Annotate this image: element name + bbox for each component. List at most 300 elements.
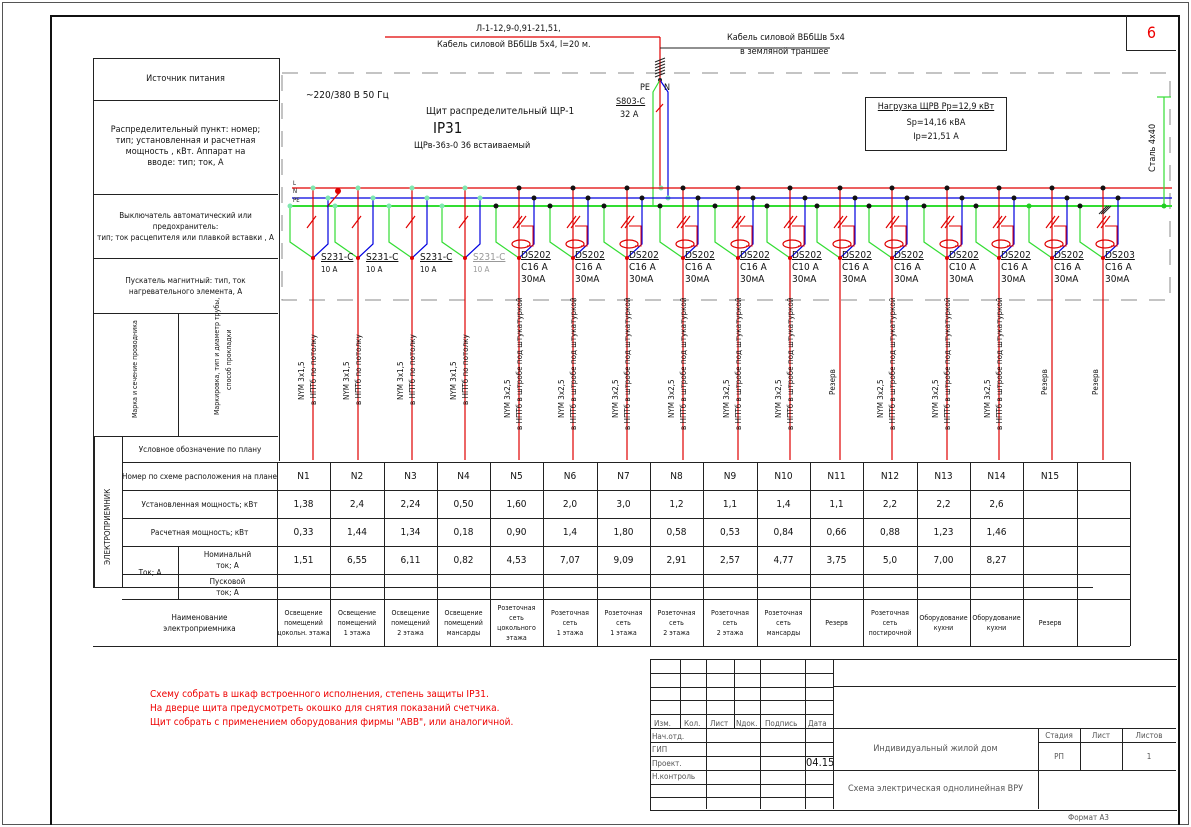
- breaker-rating: C16 A: [1105, 262, 1132, 273]
- breaker-type: DS202: [575, 250, 605, 261]
- junction-dot: [1116, 196, 1121, 201]
- bus-l-label: L: [293, 180, 297, 187]
- junction-dot: [288, 204, 293, 209]
- row-number-cell: N10: [774, 470, 793, 482]
- tb-sheets: 1: [1146, 751, 1152, 761]
- rcd-toroid-icon: [885, 240, 903, 248]
- header-plan-symbol: Условное обозначение по плану: [138, 444, 262, 454]
- row-nominal-current-cell: [1077, 546, 1130, 574]
- cable-route: в НПТб в штробе под штукатуркой: [569, 297, 578, 430]
- consumer-name-cell: [757, 599, 810, 646]
- junction-dot: [333, 204, 338, 209]
- junction-dot: [356, 186, 361, 191]
- cable-route: Резерв: [1091, 369, 1100, 395]
- row-calc-power-cell: 0,90: [506, 526, 527, 538]
- junction-dot: [311, 256, 315, 260]
- breaker-symbol-icon: [732, 216, 741, 228]
- rcd-toroid-icon: [992, 240, 1010, 248]
- row-start-current-cell: [330, 574, 384, 599]
- breaker-rating: C16 A: [740, 262, 767, 273]
- rcd-sensitivity: 30мА: [1105, 274, 1130, 285]
- junction-dot: [974, 204, 979, 209]
- breaker-type: DS202: [1001, 250, 1031, 261]
- breaker-type: S231-C: [420, 252, 453, 263]
- row-start-current-cell: [703, 574, 757, 599]
- breaker-symbol-icon: [677, 216, 686, 228]
- row-calc-power-cell: 0,58: [666, 526, 687, 538]
- voltage-label: ~220/380 В 50 Гц: [306, 90, 389, 101]
- load-summary-box: [865, 97, 1007, 151]
- header-breaker: [93, 194, 278, 258]
- tb-stage: РП: [1054, 751, 1064, 761]
- row-number-cell: N14: [987, 470, 1006, 482]
- cable-route: в НПТб в штробе под штукатуркой: [943, 297, 952, 430]
- consumer-name-line: Розеточная сеть: [551, 608, 589, 627]
- consumer-name-line: помещений: [337, 618, 377, 627]
- row-calc-power-cell: 0,18: [453, 526, 474, 538]
- cable-route: в НПТб по потолку: [309, 334, 318, 405]
- rcd-toroid-icon: [676, 240, 694, 248]
- consumer-name-line: Розеточная сеть: [871, 608, 909, 627]
- cable-mark: NYM 3х2,5: [931, 379, 940, 418]
- consumer-name-line: Оборудование: [919, 613, 968, 622]
- cable-hatch-icon: [1101, 206, 1109, 214]
- breaker-rating: C16 A: [842, 262, 869, 273]
- cable-route: в НПТб в штробе под штукатуркой: [786, 297, 795, 430]
- breaker-type: S231-C: [366, 252, 399, 263]
- tb-col-kol: Кол.: [684, 719, 701, 728]
- consumer-name-line: Розеточная сеть: [604, 608, 643, 627]
- breaker-symbol-icon: [1097, 216, 1106, 228]
- breaker-type: DS202: [894, 250, 924, 261]
- breaker-symbol-icon: [941, 216, 950, 228]
- label-line: ток; А: [216, 587, 239, 597]
- main-breaker-current: 32 A: [620, 110, 639, 120]
- junction-dot: [815, 204, 820, 209]
- junction-dot: [517, 186, 522, 191]
- circuit-breaker-label: [1001, 250, 1031, 286]
- row-nominal-current-cell: 8,27: [986, 554, 1007, 566]
- consumer-name-cell: [597, 599, 650, 646]
- bus-pe-label: PE: [293, 197, 300, 204]
- circuit-breaker-label: [740, 250, 770, 286]
- junction-dot: [356, 256, 360, 260]
- rcd-toroid-icon: [731, 240, 749, 248]
- title-block-rule: [706, 728, 707, 809]
- row-start-current-cell: [757, 574, 810, 599]
- cable-route: в НПТб по потолку: [408, 334, 417, 405]
- junction-dot: [838, 186, 843, 191]
- breaker-rating: C16 A: [575, 262, 602, 273]
- row-installed-power-cell: 2,6: [989, 498, 1004, 510]
- tb-stage-label: Стадия: [1045, 730, 1073, 740]
- title-block-rule: [833, 686, 1176, 687]
- consumer-name-cell: [650, 599, 703, 646]
- row-calc-power-cell: 1,23: [933, 526, 954, 538]
- consumer-name-cell: [1077, 599, 1130, 646]
- consumer-name-line: кухни: [933, 623, 954, 632]
- breaker-symbol-icon: [1046, 216, 1055, 228]
- junction-dot: [945, 186, 950, 191]
- breaker-rating: 10 A: [420, 265, 437, 274]
- junction-dot: [803, 196, 808, 201]
- row-nominal-current-cell: 4,53: [506, 554, 527, 566]
- junction-dot: [625, 186, 630, 191]
- cable-mark: NYM 3х2,5: [611, 379, 620, 418]
- breaker-type: DS202: [792, 250, 822, 261]
- consumer-name-cell: [1023, 599, 1077, 646]
- rcd-toroid-icon: [940, 240, 958, 248]
- breaker-symbol-icon: [886, 216, 895, 228]
- row-nominal-current-cell: [1023, 546, 1077, 574]
- junction-dot: [922, 204, 927, 209]
- feed-cable-label: Кабель силовой ВБбШв 5х4, l=20 м.: [437, 40, 591, 50]
- row-calc-power-cell: 1,34: [400, 526, 421, 538]
- note-line: На дверце щита предусмотреть окошко для снятия показаний счетчика.: [150, 703, 500, 714]
- tb-role: ГИП: [652, 745, 668, 754]
- consumer-name-line: цокольн. этажа: [277, 628, 330, 637]
- cable-route: в НПТб по потолку: [354, 334, 363, 405]
- circuit-pe-line: [290, 206, 313, 258]
- tb-object-name: Индивидуальный жилой дом: [873, 743, 998, 754]
- consumer-name-line: помещений: [444, 618, 483, 627]
- rcd-sensitivity: 30мА: [949, 274, 974, 285]
- row-installed-power-cell: [1077, 490, 1130, 518]
- breaker-rating: C16 A: [894, 262, 921, 273]
- tb-col-data: Дата: [808, 719, 827, 728]
- breaker-type: DS202: [842, 250, 872, 261]
- consumer-name-line: цокольного этажа: [497, 623, 536, 642]
- rcd-sensitivity: 30мА: [521, 274, 546, 285]
- cable-mark: NYM 3х2,5: [774, 379, 783, 418]
- row-calc-power-cell: 1,4: [562, 526, 578, 538]
- circuit-breaker-label: [521, 250, 551, 286]
- cable-mark: NYM 3х2,5: [503, 379, 512, 418]
- rcd-toroid-icon: [1096, 240, 1114, 248]
- junction-dot: [410, 186, 415, 191]
- row-installed-power-cell: 2,2: [936, 498, 951, 510]
- consumer-name-cell: [277, 599, 330, 646]
- rcd-sensitivity: 30мА: [1054, 274, 1079, 285]
- row-number-cell: N13: [934, 470, 953, 482]
- circuit-breaker-label: [629, 250, 659, 286]
- breaker-symbol-icon: [513, 216, 522, 228]
- circuit-breaker-label: [894, 250, 924, 286]
- cable-route: в НПТб в штробе под штукатуркой: [515, 297, 524, 430]
- row-start-current-cell: [384, 574, 437, 599]
- tb-col-podpis: Подпись: [765, 719, 798, 728]
- row-calc-power-cell: [1077, 518, 1130, 546]
- junction-dot: [387, 204, 392, 209]
- junction-dot: [1162, 204, 1167, 209]
- breaker-symbol-icon: [459, 216, 468, 228]
- circuit-pe-line: [496, 206, 519, 258]
- row-installed-power-cell: 2,24: [400, 498, 421, 510]
- row-installed-power-label: Установленная мощность; кВт: [141, 499, 258, 509]
- row-number-cell: N9: [723, 470, 737, 482]
- header-distribution-point: [93, 100, 278, 194]
- breaker-symbol-icon: [352, 216, 361, 228]
- junction-dot: [997, 186, 1002, 191]
- cable-mark: NYM 3х1,5: [342, 361, 351, 400]
- consumer-name-line: 2 этажа: [716, 628, 744, 637]
- header-starter: [93, 258, 278, 313]
- junction-dot: [788, 186, 793, 191]
- rcd-test-icon: [949, 226, 961, 246]
- row-start-current-cell: [970, 574, 1023, 599]
- circuit-breaker-label: [792, 250, 822, 286]
- row-calc-power-cell: 0,53: [719, 526, 741, 538]
- consumer-name-line: Резерв: [1038, 618, 1062, 627]
- row-start-current-cell: [277, 574, 330, 599]
- row-calc-power-cell: 0,88: [879, 526, 901, 538]
- header-dist-line: тип; установленная и расчетная: [115, 136, 256, 146]
- label-line: ток; А: [216, 561, 239, 570]
- row-installed-power-cell: 3,0: [616, 498, 631, 510]
- row-calc-power-cell: 1,46: [986, 526, 1007, 538]
- row-number-cell: N8: [670, 470, 683, 482]
- junction-dot: [425, 196, 430, 201]
- rcd-test-icon: [1001, 226, 1013, 246]
- cable-route: Резерв: [1040, 369, 1049, 395]
- junction-dot: [602, 204, 607, 209]
- junction-dot: [736, 186, 741, 191]
- cable-mark: NYM 3х2,5: [557, 379, 566, 418]
- row-nominal-current-label: [178, 546, 277, 574]
- row-calc-power-cell: 0,66: [826, 526, 847, 538]
- breaker-type: DS203: [1105, 250, 1135, 261]
- header-breaker-line: Выключатель автоматический или предохранитель:: [119, 210, 252, 231]
- circuit-breaker-label: [949, 250, 979, 286]
- consumer-name-line: 1 этажа: [343, 628, 371, 637]
- rcd-toroid-icon: [783, 240, 801, 248]
- row-start-current-cell: [863, 574, 917, 599]
- tb-col-list: Лист: [710, 719, 729, 728]
- junction-dot: [696, 196, 701, 201]
- rcd-test-icon: [894, 226, 906, 246]
- junction-dot: [311, 186, 316, 191]
- consumer-name-line: Розеточная сеть: [657, 608, 696, 627]
- consumer-name-line: 1 этажа: [556, 628, 584, 637]
- circuit-pe-line: [335, 206, 358, 258]
- panel-title: Щит распределительный ЩР-1: [426, 106, 575, 117]
- rcd-test-icon: [629, 226, 641, 246]
- junction-dot: [410, 256, 414, 260]
- rcd-test-icon: [1105, 226, 1117, 246]
- tb-role: Нач.отд.: [652, 732, 685, 741]
- header-breaker-line: тип; ток расцепителя или плавкой вставки , А: [97, 232, 274, 242]
- breaker-symbol-icon: [567, 216, 576, 228]
- cable-route: в НПТб по потолку: [461, 334, 470, 405]
- junction-dot: [1065, 196, 1070, 201]
- circuit-breaker-label: [366, 252, 398, 276]
- tb-sheets-label: Листов: [1135, 730, 1163, 740]
- rcd-sensitivity: 30мА: [792, 274, 817, 285]
- tb-role: Н.контроль: [652, 772, 696, 781]
- title-block-rule: [734, 659, 735, 728]
- row-number-cell: N3: [404, 470, 417, 482]
- rcd-toroid-icon: [566, 240, 584, 248]
- rcd-test-icon: [842, 226, 854, 246]
- circuit-pe-line: [976, 206, 999, 258]
- header-dist-line: вводе: тип; ток, А: [147, 158, 224, 168]
- circuit-pe-line: [550, 206, 573, 258]
- junction-dot: [640, 196, 645, 201]
- junction-dot: [440, 204, 445, 209]
- load-power: Нагрузка ЩРВ Рр=12,9 кВт: [877, 102, 995, 112]
- tb-date: 04.15: [806, 756, 835, 769]
- junction-dot: [765, 204, 770, 209]
- circuit-pe-line: [715, 206, 738, 258]
- circuit-pe-line: [442, 206, 465, 258]
- spare-terminal: [335, 188, 341, 194]
- consumer-name-line: помещений: [391, 618, 430, 627]
- row-start-current-cell: [437, 574, 490, 599]
- breaker-symbol-icon: [406, 216, 415, 228]
- consumer-name-cell: [863, 599, 917, 646]
- junction-dot: [681, 186, 686, 191]
- junction-dot: [1078, 204, 1083, 209]
- rcd-sensitivity: 30мА: [685, 274, 710, 285]
- breaker-type: DS202: [521, 250, 551, 261]
- panel-model: ЩРв-36з-0 36 встаиваемый: [414, 141, 531, 151]
- header-pipe-mark-1: Маркировка, тип и диаметр трубы,: [213, 297, 221, 415]
- breaker-rating: C16 A: [685, 262, 712, 273]
- consumer-name-cell: [330, 599, 384, 646]
- rcd-sensitivity: 30мА: [842, 274, 867, 285]
- breaker-rating: C16 A: [1054, 262, 1081, 273]
- junction-dot: [713, 204, 718, 209]
- consumer-name-cell: [384, 599, 437, 646]
- circuit-pe-line: [767, 206, 790, 258]
- header-pipe-mark-2: способ прокладки: [225, 329, 233, 390]
- consumer-name-line: мансарды: [446, 628, 481, 637]
- n-label: N: [664, 83, 671, 93]
- row-nominal-current-cell: 6,55: [346, 554, 368, 566]
- header-source: Источник питания: [146, 73, 225, 84]
- row-nominal-current-cell: 7,00: [933, 554, 954, 566]
- trench-label: в земляной траншее: [740, 47, 829, 57]
- table-rule: [93, 646, 1130, 647]
- circuit-breaker-label: [1054, 250, 1084, 286]
- main-breaker-type: S803-C: [616, 97, 646, 107]
- title-block-rule: [760, 728, 761, 809]
- rcd-toroid-icon: [1045, 240, 1063, 248]
- junction-dot: [463, 186, 468, 191]
- junction-dot: [548, 204, 553, 209]
- junction-dot: [571, 186, 576, 191]
- row-start-current-cell: [1023, 574, 1077, 599]
- cable-route: в НПТб в штробе под штукатуркой: [888, 297, 897, 430]
- breaker-type: DS202: [740, 250, 770, 261]
- junction-dot: [532, 196, 537, 201]
- rcd-sensitivity: 30мА: [1001, 274, 1026, 285]
- consumer-name-cell: [703, 599, 757, 646]
- load-current: Iр=21,51 А: [913, 132, 959, 142]
- label-line: Наименование: [171, 612, 228, 622]
- row-calc-power-cell: 0,33: [293, 526, 314, 538]
- row-start-current-label: [178, 574, 277, 599]
- circuit-pe-line: [660, 206, 683, 258]
- rcd-toroid-icon: [512, 240, 530, 248]
- label-line: Номинальнй: [203, 550, 252, 559]
- consumer-name-line: кухни: [986, 623, 1007, 632]
- trench-cable-label: Кабель силовой ВБбШв 5х4: [727, 33, 845, 43]
- row-start-current-cell: [597, 574, 650, 599]
- junction-dot: [867, 204, 872, 209]
- cable-mark: NYM 3х2,5: [667, 379, 676, 418]
- panel-ip-rating: IP31: [433, 119, 463, 137]
- title-block-rule: [680, 659, 681, 728]
- row-number-cell: [1077, 462, 1130, 490]
- row-start-current-cell: [917, 574, 970, 599]
- junction-dot: [1101, 186, 1106, 191]
- breaker-symbol-icon: [834, 216, 843, 228]
- cable-mark: NYM 3х1,5: [396, 361, 405, 400]
- junction-dot: [494, 204, 499, 209]
- row-number-label: Номер по схеме расположения на плане: [122, 471, 277, 481]
- breaker-type: DS202: [949, 250, 979, 261]
- rcd-test-icon: [685, 226, 697, 246]
- tb-sheet-label: Лист: [1091, 730, 1111, 740]
- rcd-test-icon: [521, 226, 533, 246]
- junction-dot: [751, 196, 756, 201]
- row-installed-power-cell: 1,1: [829, 498, 844, 510]
- cable-mark: NYM 3х2,5: [983, 379, 992, 418]
- breaker-symbol-icon: [993, 216, 1002, 228]
- row-calc-power-cell: 0,84: [773, 526, 794, 538]
- circuit-pe-line: [924, 206, 947, 258]
- sheet-number: 6: [1126, 15, 1176, 51]
- cable-route: в НПТб в штробе под штукатуркой: [679, 297, 688, 430]
- consumer-name-cell: [810, 599, 863, 646]
- pe-label: PE: [640, 83, 650, 93]
- consumer-name-line: 2 этажа: [663, 628, 690, 637]
- row-start-current-cell: [490, 574, 543, 599]
- breaker-rating: 10 A: [366, 265, 383, 274]
- cable-mark: NYM 3х1,5: [297, 361, 306, 400]
- consumer-name-line: Освещение: [284, 608, 323, 617]
- row-calc-power-cell: [1023, 518, 1077, 546]
- circuit-breaker-label: [685, 250, 715, 286]
- breaker-rating: C16 A: [629, 262, 656, 273]
- note-line: Схему собрать в шкаф встроенного исполнения, степень защиты IP31.: [150, 689, 489, 700]
- notes: [150, 688, 513, 730]
- row-consumer-name-label: [122, 599, 277, 646]
- cable-mark: NYM 3х2,5: [876, 379, 885, 418]
- row-number-cell: N7: [617, 470, 630, 482]
- row-nominal-current-cell: 7,07: [559, 554, 581, 566]
- tb-drawing-name: Схема электрическая однолинейная ВРУ: [847, 784, 1024, 794]
- breaker-rating: C10 A: [792, 262, 819, 273]
- rcd-test-icon: [740, 226, 752, 246]
- circuit-breaker-label: [473, 252, 505, 276]
- label-line: Пусковой: [209, 576, 246, 586]
- breaker-symbol-icon: [784, 216, 793, 228]
- row-nominal-current-cell: 2,57: [719, 554, 741, 566]
- header-wire-mark: Марка и сечение проводника: [131, 320, 139, 418]
- rcd-test-icon: [1054, 226, 1066, 246]
- rcd-toroid-icon: [833, 240, 851, 248]
- consumer-name-line: Освещение: [338, 608, 376, 617]
- row-number-cell: N6: [563, 470, 577, 482]
- cable-route: в НПТб в штробе под штукатуркой: [995, 297, 1004, 430]
- title-block-rule: [805, 659, 806, 728]
- row-calc-power-cell: 1,80: [613, 526, 634, 538]
- row-number-cell: N11: [827, 470, 846, 482]
- rcd-sensitivity: 30мА: [894, 274, 919, 285]
- rcd-toroid-icon: [620, 240, 638, 248]
